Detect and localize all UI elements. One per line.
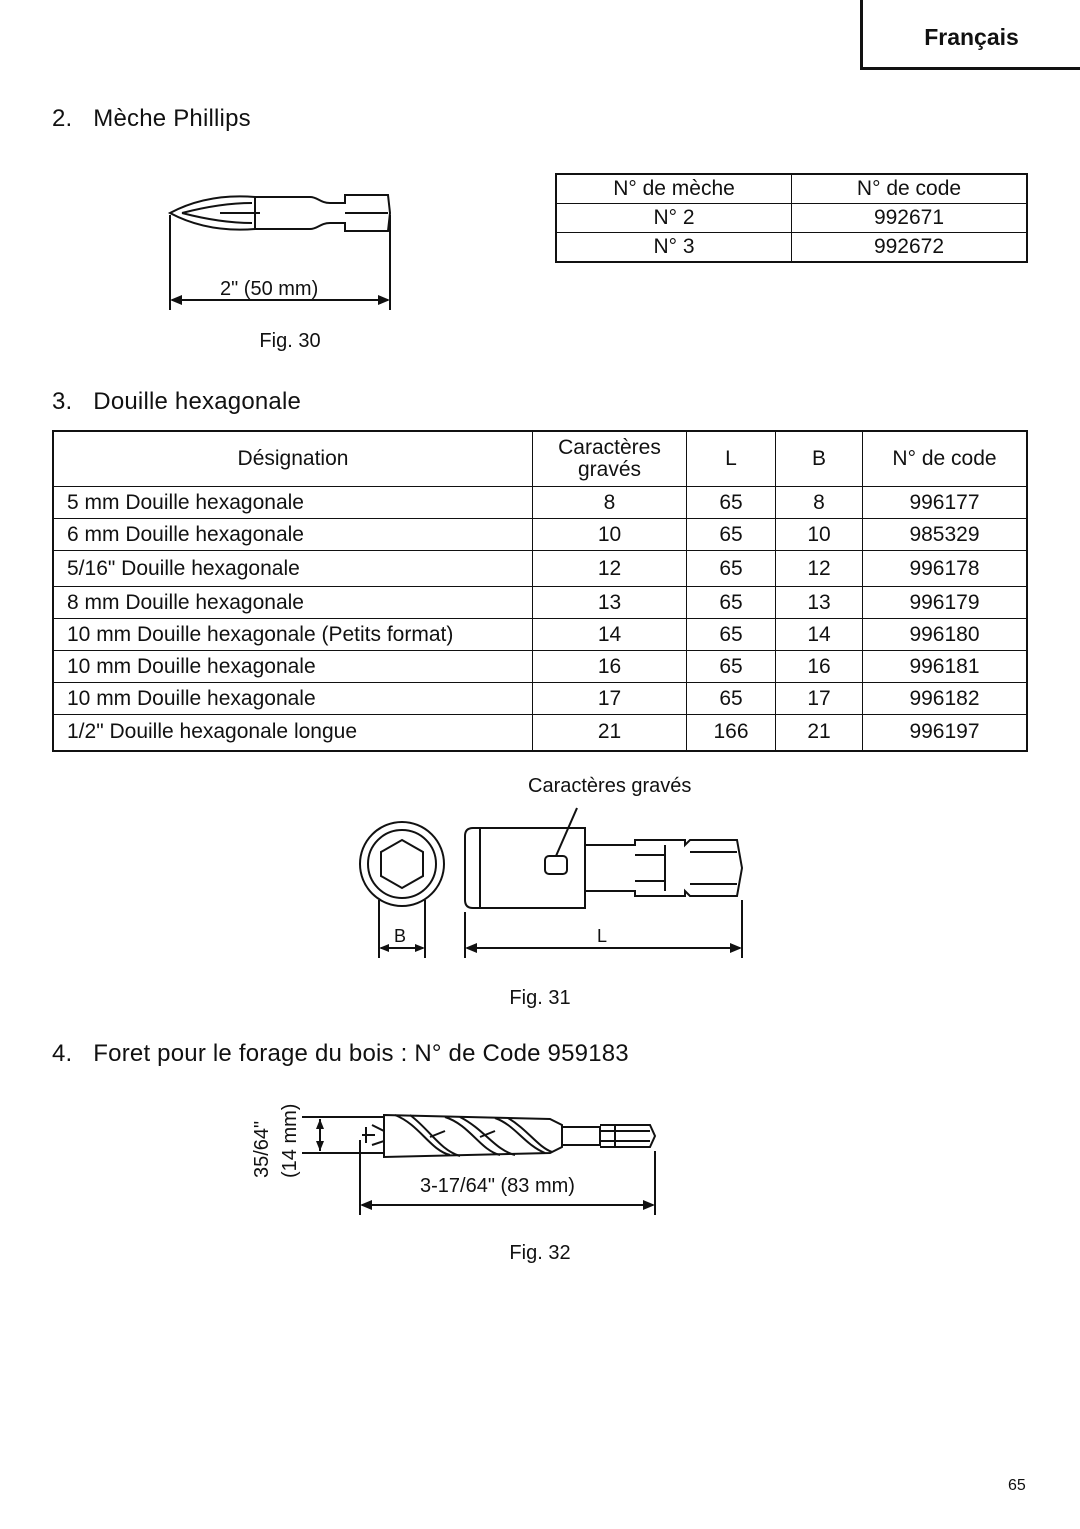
- table-row: [53, 651, 1027, 683]
- table-row: [556, 233, 1027, 263]
- fig30-dimension: 2" (50 mm): [220, 278, 319, 300]
- table-row: [53, 551, 1027, 587]
- designation-cell: 10 mm Douille hexagonale: [53, 651, 533, 683]
- table-row: [53, 587, 1027, 619]
- header-engraved-line1: Caractères: [558, 436, 661, 459]
- hex-socket-drawing: [355, 800, 755, 970]
- designation-cell: 10 mm Douille hexagonale: [53, 683, 533, 715]
- table-row: [556, 204, 1027, 233]
- engraved-cell: 16: [533, 651, 687, 683]
- table-row: [53, 487, 1027, 519]
- b-cell: 12: [776, 551, 863, 587]
- engraved-chars-label: Caractères gravés: [528, 775, 692, 797]
- l-cell: 65: [687, 551, 776, 587]
- section-3-heading: [52, 388, 301, 416]
- dimension-b-label: B: [394, 926, 407, 946]
- designation-cell: 6 mm Douille hexagonale: [53, 519, 533, 551]
- engraved-cell: 8: [533, 487, 687, 519]
- section-title: Foret pour le forage du bois : N° de Code 959183: [93, 1040, 629, 1067]
- section-2-heading: [52, 105, 251, 133]
- section-number: 4.: [52, 1040, 73, 1067]
- header-engraved-chars: [533, 431, 687, 487]
- designation-cell: 8 mm Douille hexagonale: [53, 587, 533, 619]
- dimension-l-label: L: [597, 926, 608, 946]
- wood-drill-drawing: [300, 1095, 670, 1220]
- code-cell: 996177: [863, 487, 1028, 519]
- code-cell: 992672: [792, 233, 1028, 263]
- b-cell: 8: [776, 487, 863, 519]
- bit-number-cell: N° 3: [556, 233, 792, 263]
- code-cell: 996178: [863, 551, 1028, 587]
- designation-cell: 5/16" Douille hexagonale: [53, 551, 533, 587]
- b-cell: 17: [776, 683, 863, 715]
- b-cell: 16: [776, 651, 863, 683]
- drill-length-label: 3-17/64" (83 mm): [420, 1175, 575, 1197]
- section-title: Douille hexagonale: [93, 388, 302, 415]
- code-cell: 996182: [863, 683, 1028, 715]
- hex-socket-table: [52, 430, 1028, 752]
- header-l: L: [687, 431, 776, 487]
- engraved-cell: 21: [533, 715, 687, 751]
- diameter-mm: (14 mm): [279, 1103, 301, 1178]
- b-cell: 10: [776, 519, 863, 551]
- header-engraved-line2: gravés: [577, 458, 642, 481]
- l-cell: 166: [687, 715, 776, 751]
- fig30-caption: Fig. 30: [259, 330, 321, 352]
- fig31-caption: Fig. 31: [509, 987, 571, 1009]
- fig32-caption: Fig. 32: [509, 1242, 571, 1264]
- designation-cell: 10 mm Douille hexagonale (Petits format): [53, 619, 533, 651]
- section-number: 3.: [52, 388, 73, 415]
- b-cell: 13: [776, 587, 863, 619]
- l-cell: 65: [687, 651, 776, 683]
- language-label: Français: [924, 24, 1019, 50]
- engraved-cell: 13: [533, 587, 687, 619]
- language-tab: [860, 0, 1080, 70]
- designation-cell: 1/2" Douille hexagonale longue: [53, 715, 533, 751]
- section-title: Mèche Phillips: [93, 105, 251, 132]
- page-number: 65: [1008, 1477, 1026, 1494]
- l-cell: 65: [687, 519, 776, 551]
- code-cell: 996181: [863, 651, 1028, 683]
- engraved-cell: 12: [533, 551, 687, 587]
- header-bit-number: N° de mèche: [556, 174, 792, 204]
- engraved-cell: 14: [533, 619, 687, 651]
- header-b: B: [776, 431, 863, 487]
- code-cell: 992671: [792, 204, 1028, 233]
- section-number: 2.: [52, 105, 73, 132]
- code-cell: 996179: [863, 587, 1028, 619]
- header-designation: Désignation: [53, 431, 533, 487]
- engraved-cell: 17: [533, 683, 687, 715]
- bit-number-cell: N° 2: [556, 204, 792, 233]
- code-cell: 985329: [863, 519, 1028, 551]
- l-cell: 65: [687, 619, 776, 651]
- l-cell: 65: [687, 587, 776, 619]
- designation-cell: 5 mm Douille hexagonale: [53, 487, 533, 519]
- code-cell: 996180: [863, 619, 1028, 651]
- section-4-heading: [52, 1040, 629, 1068]
- table-header-row: [53, 431, 1027, 487]
- code-cell: 996197: [863, 715, 1028, 751]
- header-code: N° de code: [863, 431, 1028, 487]
- l-cell: 65: [687, 487, 776, 519]
- phillips-bit-table: [555, 173, 1028, 263]
- table-row: [53, 619, 1027, 651]
- table-row: [53, 519, 1027, 551]
- table-row: [53, 715, 1027, 751]
- b-cell: 21: [776, 715, 863, 751]
- b-cell: 14: [776, 619, 863, 651]
- l-cell: 65: [687, 683, 776, 715]
- table-header-row: [556, 174, 1027, 204]
- header-code-number: N° de code: [792, 174, 1028, 204]
- engraved-cell: 10: [533, 519, 687, 551]
- table-row: [53, 683, 1027, 715]
- diameter-inch: 35/64": [251, 1120, 273, 1178]
